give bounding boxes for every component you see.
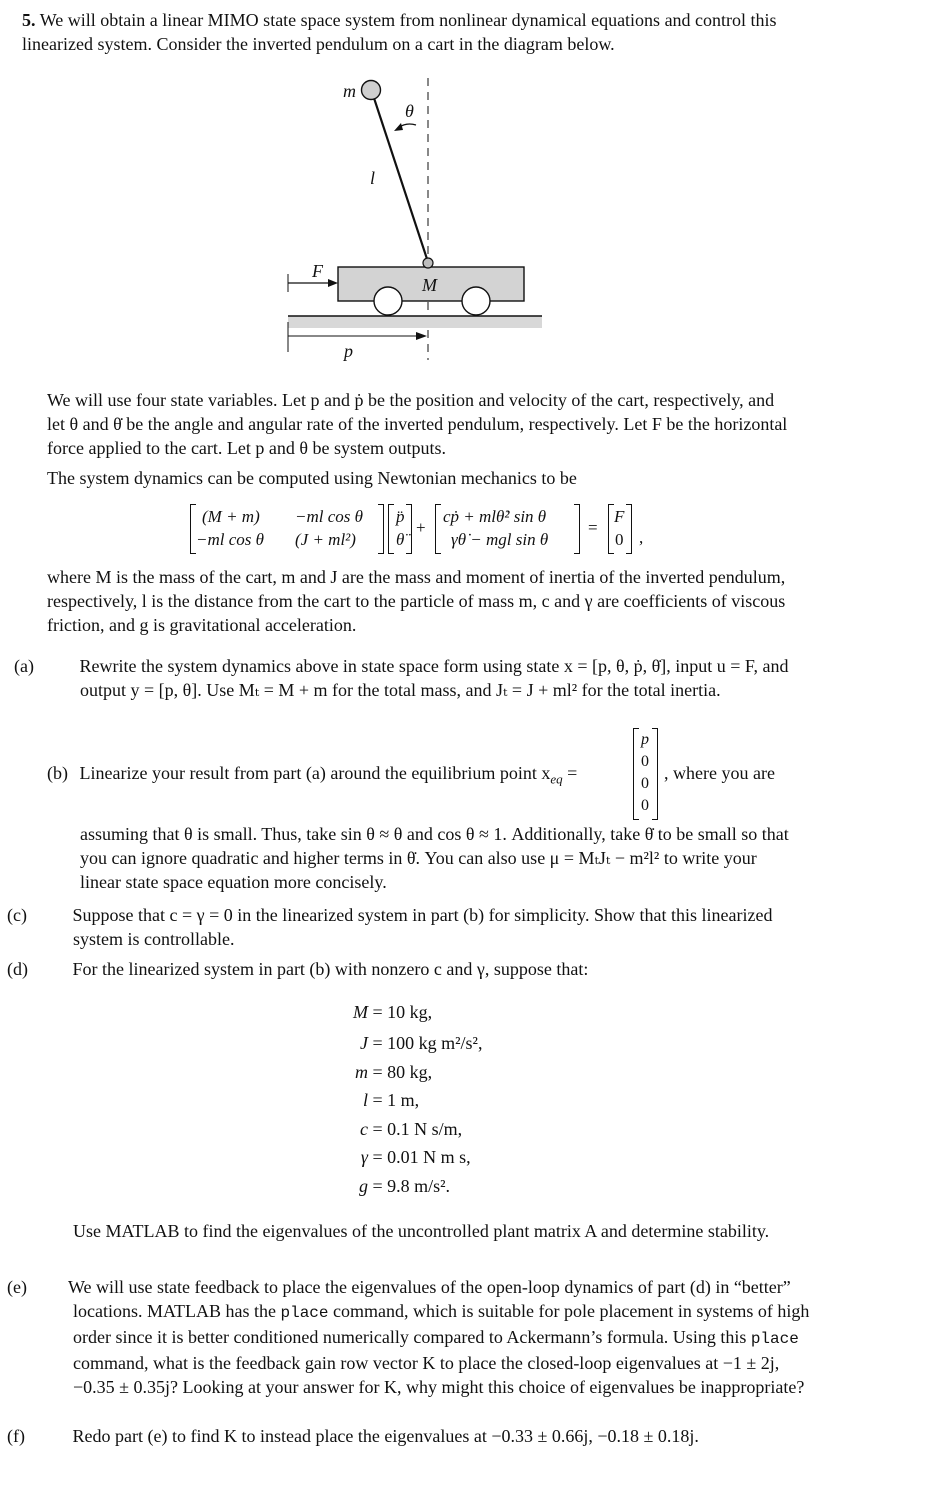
- part-e-text-2: command, which is suitable for pole placement in systems of high order since it is better conditioned numerically compared to Ackermann’s formula. Using this: [73, 1301, 810, 1347]
- vector-thetaddot: θ̈: [396, 530, 405, 549]
- label-m: m: [343, 81, 356, 101]
- matrix-m21: −ml cos θ: [196, 530, 264, 549]
- theta-arrowhead: [394, 123, 403, 131]
- equation-comma: ,: [639, 528, 644, 547]
- pivot-joint: [423, 258, 433, 268]
- param-c-rhs: = 0.1 N s/m,: [372, 1119, 463, 1139]
- param-M-rhs: = 10 kg,: [372, 1002, 433, 1022]
- label-M: M: [422, 275, 437, 295]
- param-m-lhs: m: [355, 1062, 368, 1082]
- param-gamma-lhs: γ: [360, 1147, 368, 1167]
- label-theta: θ: [405, 101, 414, 121]
- param-m-rhs: = 80 kg,: [372, 1062, 433, 1082]
- param-g-lhs: g: [359, 1176, 368, 1196]
- part-c: [7, 903, 825, 951]
- equilibrium-vector: [633, 728, 659, 820]
- part-b-label: (b): [47, 763, 68, 783]
- matrix-m12: −ml cos θ: [295, 507, 363, 526]
- part-e: [7, 1275, 825, 1399]
- param-J-lhs: J: [360, 1033, 368, 1053]
- part-e-text-3: command, what is the feedback gain row vector K to place the closed-loop eigenvalues at −1 ± 2j, −0.35 ± 0.35j? Looking at your answer for K, why might this choice of eigenvalues be inappropriate?: [73, 1353, 805, 1397]
- rhs-F: F: [614, 507, 625, 526]
- part-e-text-1: We will use state feedback to place the eigenvalues of the open-loop dynamics of part (d) in “better” locations. MATLAB has the: [68, 1277, 791, 1321]
- part-f-label: (f): [7, 1426, 25, 1446]
- eq-vector-2: 0: [641, 775, 649, 792]
- label-p: p: [344, 341, 353, 361]
- part-d-text: For the linearized system in part (b) with nonzero c and γ, suppose that:: [72, 959, 589, 979]
- part-c-text: Suppose that c = γ = 0 in the linearized system in part (b) for simplicity. Show that this linearized system is controllable.: [72, 905, 773, 949]
- param-g-rhs: = 9.8 m/s².: [372, 1176, 451, 1196]
- param-l-lhs: l: [362, 1090, 368, 1110]
- part-d-text2: Use MATLAB to find the eigenvalues of the uncontrolled plant matrix A and determine stability.: [73, 1221, 770, 1241]
- where-paragraph: where M is the mass of the cart, m and J are the mass and moment of inertia of the inverted pendulum, respectively, l is the distance from the cart to the particle of mass m, c and γ are coefficients of viscous friction, and g is gravitational acceleration.: [47, 567, 786, 635]
- param-gamma-rhs: = 0.01 N m s,: [372, 1147, 471, 1167]
- dynamics-equation: [190, 503, 650, 555]
- problem-number: 5.: [22, 10, 36, 30]
- nonlinear-term-2: γθ̇ − mgl sin θ: [451, 530, 549, 549]
- part-d-label: (d): [7, 959, 28, 979]
- part-b-text3: assuming that θ is small. Thus, take sin θ ≈ θ and cos θ ≈ 1. Additionally, take θ̇ to be small so that you can ignore quadratic and higher terms in θ̇. You can also use μ = MₜJₜ − m²l² to write your linear state space equation more concisely.: [80, 824, 789, 892]
- part-e-label: (e): [7, 1277, 27, 1297]
- part-b-sub: eq: [550, 771, 563, 787]
- place-command-2: place: [750, 1330, 799, 1348]
- left-wheel: [374, 287, 402, 315]
- nonlinear-term-1: cṗ + mlθ̇² sin θ: [443, 507, 547, 526]
- part-f: [7, 1424, 833, 1448]
- part-c-label: (c): [7, 905, 27, 925]
- part-a: [14, 654, 825, 702]
- pendulum-cart-diagram: [270, 70, 560, 370]
- matrix-m11: (M + m): [202, 507, 260, 526]
- problem-intro: [22, 8, 792, 56]
- part-d: [7, 957, 825, 981]
- part-b-eq: =: [562, 763, 578, 783]
- param-l-rhs: = 1 m,: [372, 1090, 420, 1110]
- equation-equals: =: [588, 518, 598, 537]
- eq-vector-0: p: [641, 731, 649, 748]
- part-a-text: Rewrite the system dynamics above in state space form using state x = [p, θ, ṗ, θ̇], input u = F, and output y = [p, θ]. Use Mₜ = M + m for the total mass, and Jₜ = J + ml² for the total inertia.: [79, 656, 789, 700]
- label-F: F: [312, 261, 323, 281]
- state-variables-paragraph: We will use four state variables. Let p and ṗ be the position and velocity of the cart, respectively, and let θ and θ̇ be the angle and angular rate of the inverted pendulum, respectively. Let F be the horizontal force applied to the cart. Let p and θ be system outputs.: [47, 390, 788, 458]
- problem-intro-text: We will obtain a linear MIMO state space system from nonlinear dynamical equations and control this linearized system. Consider the inverted pendulum on a cart in the diagram below.: [22, 10, 777, 54]
- pendulum-mass: [362, 81, 381, 100]
- dynamics-intro: The system dynamics can be computed using Newtonian mechanics to be: [47, 468, 577, 488]
- force-arrowhead: [328, 279, 338, 287]
- param-c-lhs: c: [360, 1119, 368, 1139]
- ground-shadow: [288, 316, 542, 328]
- part-b-line1: [47, 761, 577, 792]
- part-b-text1: Linearize your result from part (a) around the equilibrium point x: [79, 763, 551, 783]
- rhs-zero: 0: [615, 530, 624, 549]
- label-l: l: [370, 168, 376, 188]
- vector-pddot: p̈: [396, 507, 405, 526]
- position-arrowhead: [416, 332, 427, 340]
- eq-vector-1: 0: [641, 753, 649, 770]
- part-b-text2: , where you are: [664, 763, 775, 783]
- pendulum-rod: [372, 92, 428, 262]
- eq-vector-3: 0: [641, 797, 649, 814]
- equation-plus: +: [416, 518, 426, 537]
- part-f-text: Redo part (e) to find K to instead place the eigenvalues at −0.33 ± 0.66j, −0.18 ± 0.18j.: [72, 1426, 699, 1446]
- param-M-lhs: M: [353, 1002, 368, 1022]
- part-a-label: (a): [14, 656, 34, 676]
- place-command-1: place: [280, 1304, 329, 1322]
- right-wheel: [462, 287, 490, 315]
- param-J-rhs: = 100 kg m²/s²,: [372, 1033, 483, 1053]
- matrix-m22: (J + ml²): [295, 530, 356, 549]
